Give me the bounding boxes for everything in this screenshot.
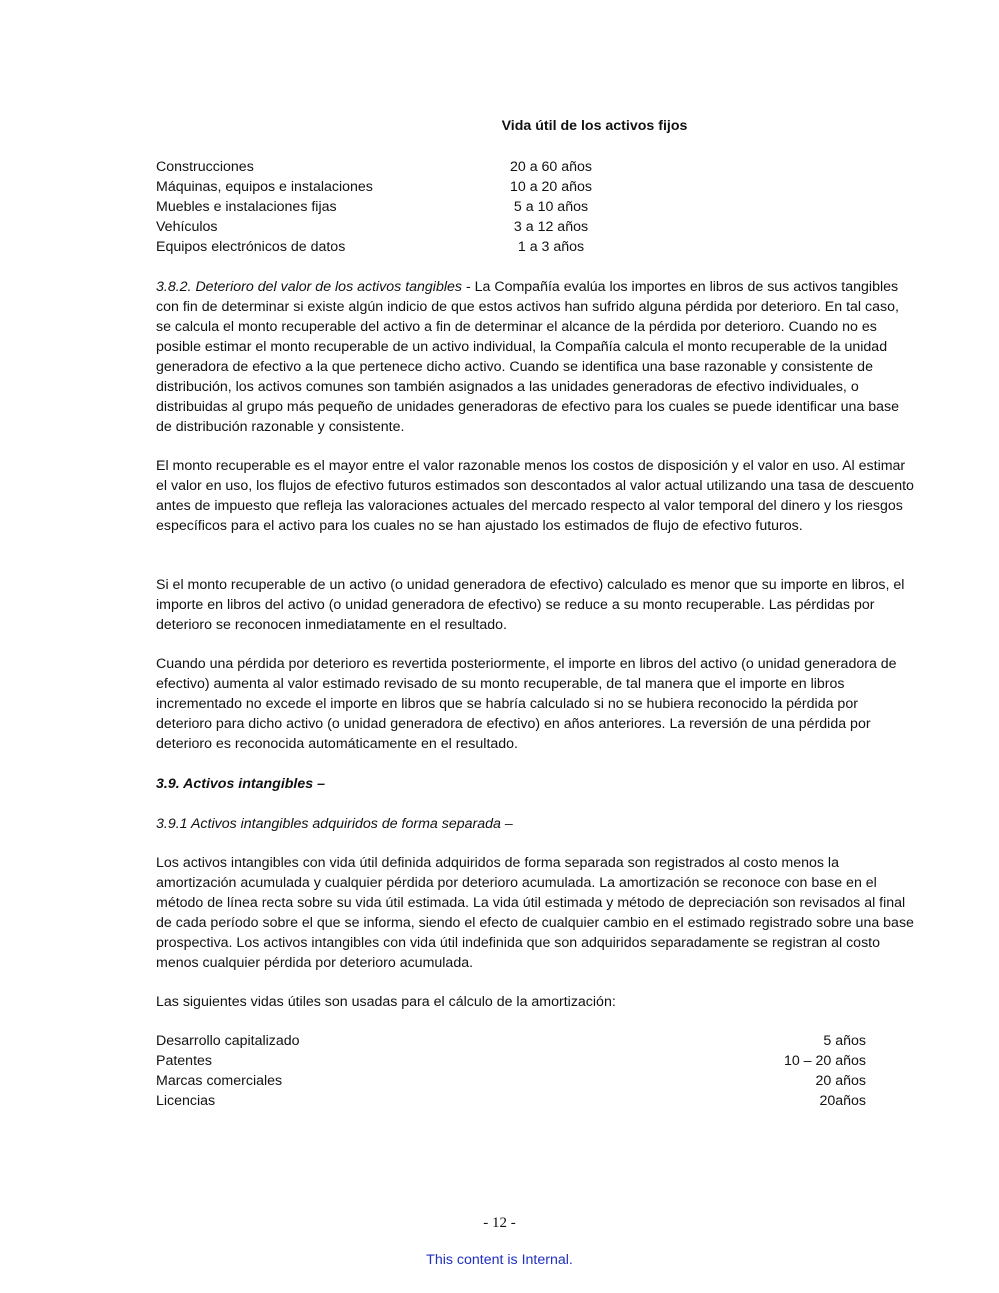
row-label: Equipos electrónicos de datos (156, 239, 346, 255)
section-391-heading: 3.9.1 Activos intangibles adquiridos de forma separada – (156, 816, 513, 832)
row-label: Máquinas, equipos e instalaciones (156, 179, 373, 195)
impairment-paragraph (156, 277, 916, 437)
row-value: 1 a 3 años (517, 239, 585, 255)
recoverable-amount-paragraph: El monto recuperable es el mayor entre el valor razonable menos los costos de disposición y el valor en uso. Al estimar el valor en uso, los flujos de efectivo futuros estimados son descontados al valor actual utilizando una tasa de descuento antes de impuesto que refleja las valoraciones actuales del mercado respecto al valor temporal del dinero y los riesgos específicos para el activo para los cuales no se han ajustado los estimados de flujo de efectivo futuros. (156, 458, 914, 534)
table-row (156, 197, 656, 217)
fixed-assets-title: Vida útil de los activos fijos (501, 118, 688, 134)
table-row (156, 177, 656, 197)
table-row (156, 157, 656, 177)
useful-lives-intro: Las siguientes vidas útiles son usadas para el cálculo de la amortización: (156, 994, 616, 1010)
section-382-text: - La Compañía evalúa los importes en libros de sus activos tangibles con fin de determinar si existe algún indicio de que estos activos han sufrido alguna pérdida por deterioro. En tal caso, se calcula el monto recuperable del activo a fin de determinar el alcance de la pérdida por deterioro. Cuando no es posible estimar el monto recuperable de un activo individual, la Compañía calcula el monto recuperable de la unidad generadora de efectivo a la que pertenece dicho activo. Cuando se identifica una base razonable y consistente de distribución, los activos comunes son también asignados a las unidades generadoras de efectivo individuales, o distribuidas al grupo más pequeño de unidades generadoras de efectivo para los cuales se puede identificar una base de distribución razonable y consistente. (156, 279, 899, 435)
row-value: 5 a 10 años (513, 199, 589, 215)
table-row (156, 1071, 866, 1091)
row-value: 10 a 20 años (509, 179, 593, 195)
row-label: Licencias (156, 1093, 216, 1109)
row-value: 10 – 20 años (783, 1053, 866, 1069)
intangibles-paragraph: Los activos intangibles con vida útil definida adquiridos de forma separada son registrados al costo menos la amortización acumulada y cualquier pérdida por deterioro acumulada. La amortización se reconoce con base en el método de línea recta sobre su vida útil estimada. La vida útil estimada y método de depreciación son revisados al final de cada período sobre el que se informa, siendo el efecto de cualquier cambio en el estimado registrado sobre una base prospectiva. Los activos intangibles con vida útil indefinida que son adquiridos separadamente se registran al costo menos cualquier pérdida por deterioro acumulada. (156, 855, 914, 971)
table-row (156, 1031, 866, 1051)
row-value: 3 a 12 años (513, 219, 589, 235)
page-number: - 12 - (483, 1215, 516, 1231)
section-382-heading: 3.8.2. Deterioro del valor de los activos tangibles (156, 279, 462, 295)
table-row (156, 217, 656, 237)
row-value: 20 años (815, 1073, 866, 1089)
row-value: 5 años (823, 1033, 866, 1049)
classification-note: This content is Internal. (426, 1252, 573, 1268)
row-label: Desarrollo capitalizado (156, 1033, 300, 1049)
table-row (156, 237, 656, 257)
row-label: Vehículos (156, 219, 218, 235)
impairment-loss-paragraph: Si el monto recuperable de un activo (o unidad generadora de efectivo) calculado es menor que su importe en libros, el importe en libros del activo (o unidad generadora de efectivo) se reduce a su monto recuperable. Las pérdidas por deterioro se reconocen inmediatamente en el resultado. (156, 577, 905, 633)
section-39-heading: 3.9. Activos intangibles – (156, 776, 325, 792)
row-label: Patentes (156, 1053, 213, 1069)
row-value: 20años (819, 1093, 866, 1109)
row-value: 20 a 60 años (509, 159, 593, 175)
table-row (156, 1051, 866, 1071)
fixed-assets-table (156, 157, 656, 257)
row-label: Muebles e instalaciones fijas (156, 199, 337, 215)
intangibles-table (156, 1031, 866, 1111)
row-label: Construcciones (156, 159, 254, 175)
reversal-paragraph: Cuando una pérdida por deterioro es revertida posteriormente, el importe en libros del activo (o unidad generadora de efectivo) aumenta al valor estimado revisado de su monto recuperable, de tal manera que el importe en libros incrementado no excede el importe en libros que se habría calculado si no se hubiera reconocido la pérdida por deterioro para dicho activo (o unidad generadora de efectivo) en años anteriores. La reversión de una pérdida por deterioro es reconocida automáticamente en el resultado. (156, 656, 897, 752)
table-row (156, 1091, 866, 1111)
row-label: Marcas comerciales (156, 1073, 283, 1089)
